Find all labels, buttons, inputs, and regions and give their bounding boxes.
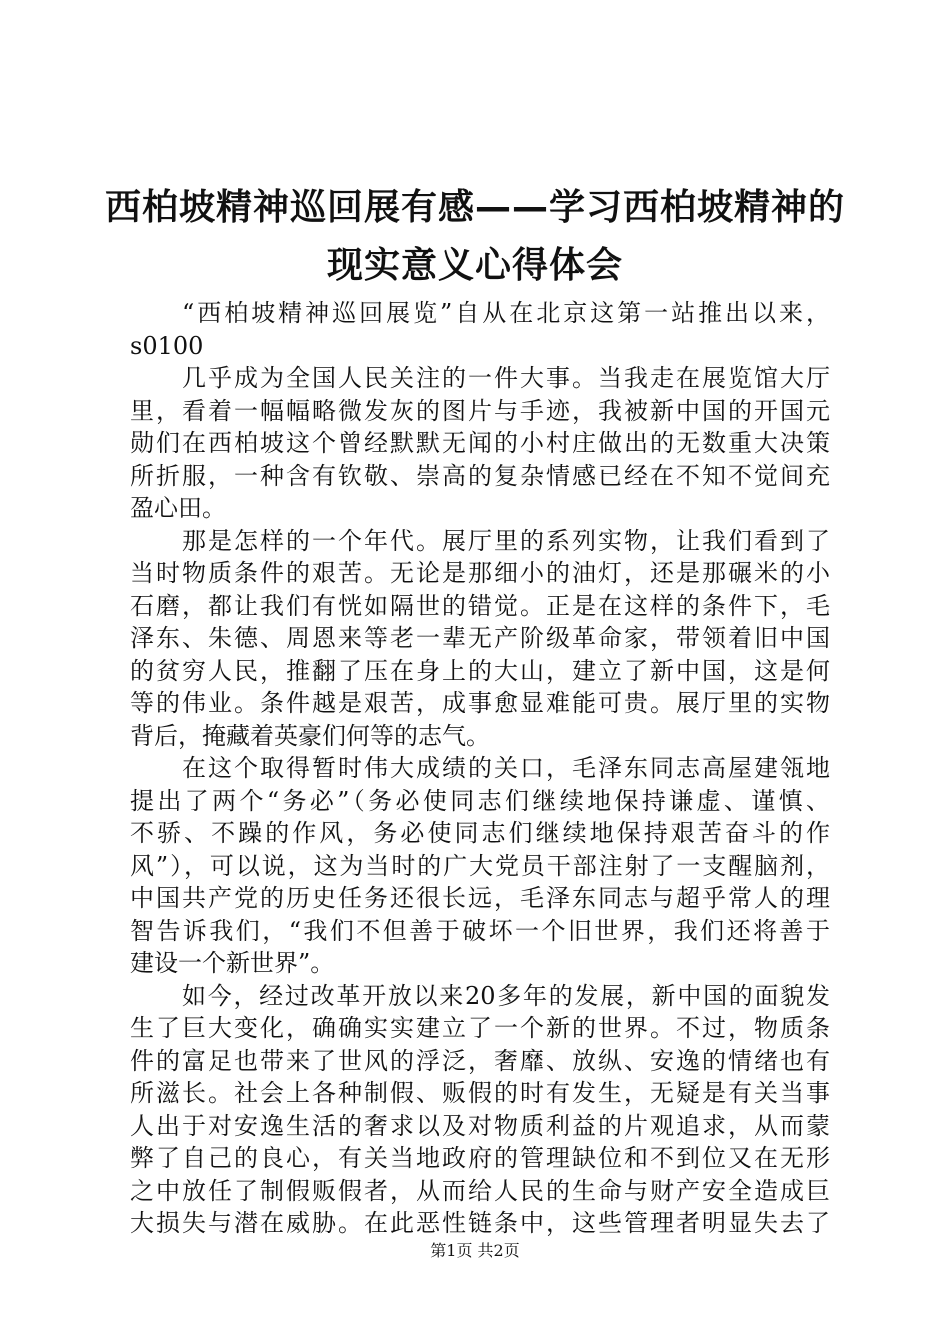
body-line: 之中放任了制假贩假者，从而给人民的生命与财产安全造成巨 [130, 1176, 830, 1205]
body-line: 人出于对安逸生活的奢求以及对物质利益的片观追求，从而蒙 [130, 1111, 830, 1140]
page-footer: 第1页 共2页 [430, 1241, 520, 1260]
body-line: 大损失与潜在威胁。在此恶性链条中，这些管理者明显失去了 [130, 1209, 830, 1237]
body-line: 石磨，都让我们有恍如隔世的错觉。正是在这样的条件下，毛 [130, 591, 830, 620]
body-line: 中国共产党的历史任务还很长远，毛泽东同志与超乎常人的理 [130, 884, 830, 912]
body-line: 建设一个新世界”。 [130, 949, 335, 977]
body-line: 的贫穷人民，推翻了压在身上的大山，建立了新中国，这是何 [130, 656, 830, 685]
body-line: 生了巨大变化，确确实实建立了一个新的世界。不过，物质条 [130, 1014, 830, 1042]
document-body [130, 297, 830, 1240]
body-line: 提出了两个“务必”（务必使同志们继续地保持谦虚、谨慎、 [130, 786, 830, 815]
body-line: 当时物质条件的艰苦。无论是那细小的油灯，还是那碾米的小 [130, 559, 830, 587]
body-line: “西柏坡精神巡回展览”自从在北京这第一站推出以来， [182, 299, 830, 327]
body-line: 勋们在西柏坡这个曾经默默无闻的小村庄做出的无数重大决策 [130, 429, 830, 457]
body-line: 等的伟业。条件越是艰苦，成事愈显难能可贵。展厅里的实物 [130, 689, 830, 717]
body-line: 里，看着一幅幅略微发灰的图片与手迹，我被新中国的开国元 [130, 396, 830, 425]
body-line: 风”），可以说，这为当时的广大党员干部注射了一支醒脑剂， [130, 851, 830, 880]
body-line: 泽东、朱德、周恩来等老一辈无产阶级革命家，带领着旧中国 [130, 624, 830, 652]
body-line: 背后，掩藏着英豪们何等的志气。 [130, 721, 490, 750]
body-line: 那是怎样的一个年代。展厅里的系列实物，让我们看到了 [182, 526, 830, 555]
body-line: 智告诉我们，“我们不但善于破坏一个旧世界，我们还将善于 [130, 916, 830, 945]
body-line: 所折服，一种含有钦敬、崇高的复杂情感已经在不知不觉间充 [130, 461, 830, 490]
body-line: 所滋长。社会上各种制假、贩假的时有发生，无疑是有关当事 [130, 1079, 830, 1107]
document-title-line-2: 现实意义心得体会 [326, 245, 623, 286]
document-title-line-1: 西柏坡精神巡回展有感——学习西柏坡精神的 [104, 187, 845, 228]
body-line: 弊了自己的良心，有关当地政府的管理缺位和不到位又在无形 [130, 1144, 830, 1172]
body-line: 几乎成为全国人民关注的一件大事。当我走在展览馆大厅 [182, 364, 830, 392]
body-line: s0100 [130, 331, 204, 360]
body-line: 件的富足也带来了世风的浮泛，奢靡、放纵、安逸的情绪也有 [130, 1046, 830, 1075]
body-line: 不骄、不躁的作风，务必使同志们继续地保持艰苦奋斗的作 [130, 819, 830, 847]
body-line: 盈心田。 [130, 494, 226, 522]
body-line: 在这个取得暂时伟大成绩的关口，毛泽东同志高屋建瓴地 [182, 754, 830, 782]
body-line: 如今，经过改革开放以来20多年的发展，新中国的面貌发 [182, 981, 830, 1010]
